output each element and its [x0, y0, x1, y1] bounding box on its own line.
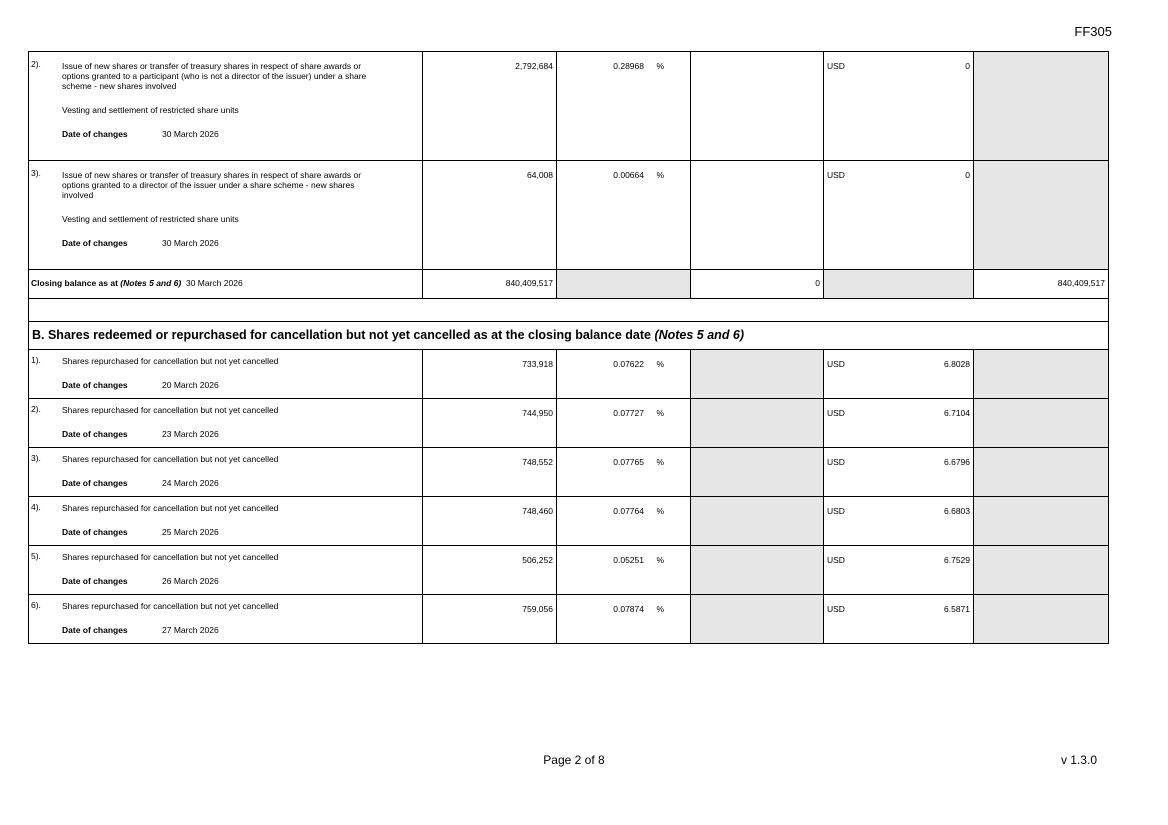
form-code: FF305	[1074, 24, 1112, 39]
date-of-changes: Date of changes 26 March 2026	[62, 576, 219, 586]
date-of-changes: Date of changes 25 March 2026	[62, 527, 219, 537]
row-index: 1).	[31, 355, 41, 365]
table-row	[29, 161, 1109, 270]
closing-balance-row	[29, 270, 1109, 299]
shaded-cell	[974, 399, 1109, 448]
section-b-title: B. Shares redeemed or repurchased for cancellation but not yet cancelled as at the closing balance date (Notes 5 and 6)	[29, 322, 1109, 350]
closing-treasury-shares: 0	[691, 270, 824, 299]
date-of-changes: Date of changes 27 March 2026	[62, 625, 219, 635]
shares-cell: 759,056	[423, 595, 557, 644]
row-description	[29, 161, 423, 270]
section-b-heading-row	[29, 322, 1109, 350]
table-row	[29, 399, 1109, 448]
shaded-cell	[974, 448, 1109, 497]
page-number: Page 2 of 8	[543, 753, 605, 767]
shaded-cell	[974, 350, 1109, 399]
table-row	[29, 350, 1109, 399]
table-row	[29, 595, 1109, 644]
shaded-cell	[974, 161, 1109, 270]
shaded-cell	[974, 595, 1109, 644]
row-description	[29, 546, 423, 595]
shaded-cell	[557, 270, 691, 299]
empty-cell	[691, 161, 824, 270]
price-cell: USD 6.6803	[824, 497, 974, 546]
row-index: 6).	[31, 600, 41, 610]
price-cell: USD 6.6796	[824, 448, 974, 497]
percent-cell: 0.28968 %	[557, 52, 691, 161]
shaded-cell	[691, 497, 824, 546]
table-row	[29, 497, 1109, 546]
closing-total: 840,409,517	[974, 270, 1109, 299]
row-description	[29, 350, 423, 399]
shares-cell: 748,460	[423, 497, 557, 546]
row-description	[29, 497, 423, 546]
version-label: v 1.3.0	[1060, 753, 1097, 767]
price-cell: USD 6.7104	[824, 399, 974, 448]
date-of-changes: Date of changes 23 March 2026	[62, 429, 219, 439]
shaded-cell	[974, 497, 1109, 546]
shaded-cell	[974, 546, 1109, 595]
description-text: Shares repurchased for cancellation but not yet cancelled	[62, 552, 279, 562]
date-of-changes: Date of changes 24 March 2026	[62, 478, 219, 488]
percent-cell: 0.07764 %	[557, 497, 691, 546]
row-index: 3).	[31, 453, 41, 463]
shares-cell: 744,950	[423, 399, 557, 448]
sub-description: Vesting and settlement of restricted share units	[62, 214, 239, 224]
row-description	[29, 399, 423, 448]
empty-cell	[691, 52, 824, 161]
percent-cell: 0.07727 %	[557, 399, 691, 448]
percent-cell: 0.00664 %	[557, 161, 691, 270]
shaded-cell	[974, 52, 1109, 161]
shaded-cell	[691, 546, 824, 595]
price-cell: USD 0	[824, 161, 974, 270]
shares-cell: 733,918	[423, 350, 557, 399]
description-text: Issue of new shares or transfer of treasury shares in respect of share awards or options granted to a participant (who is not a director of the issuer) under a share scheme - new shares involved	[62, 61, 367, 91]
description-text: Shares repurchased for cancellation but not yet cancelled	[62, 454, 279, 464]
shares-cell: 64,008	[423, 161, 557, 270]
shaded-cell	[691, 399, 824, 448]
row-description	[29, 52, 423, 161]
shares-cell: 2,792,684	[423, 52, 557, 161]
shares-cell: 506,252	[423, 546, 557, 595]
date-of-changes: Date of changes 30 March 2026	[62, 129, 219, 139]
table-row	[29, 448, 1109, 497]
description-text: Issue of new shares or transfer of treasury shares in respect of share awards or options granted to a director of the issuer under a share scheme - new shares involved	[62, 170, 362, 200]
closing-issued-shares: 840,409,517	[423, 270, 557, 299]
percent-cell: 0.05251 %	[557, 546, 691, 595]
price-cell: USD 0	[824, 52, 974, 161]
row-index: 4).	[31, 502, 41, 512]
closing-balance-label: Closing balance as at (Notes 5 and 6) 30 March 2026	[29, 270, 423, 299]
percent-cell: 0.07622 %	[557, 350, 691, 399]
price-cell: USD 6.8028	[824, 350, 974, 399]
shaded-cell	[691, 595, 824, 644]
table-row	[29, 52, 1109, 161]
row-index: 3).	[31, 168, 41, 178]
percent-cell: 0.07765 %	[557, 448, 691, 497]
shaded-cell	[691, 448, 824, 497]
table-row	[29, 546, 1109, 595]
spacer-row	[29, 299, 1109, 322]
shaded-cell	[824, 270, 974, 299]
date-of-changes: Date of changes 30 March 2026	[62, 238, 219, 248]
sub-description: Vesting and settlement of restricted share units	[62, 105, 239, 115]
row-index: 2).	[31, 59, 41, 69]
share-movement-table	[28, 51, 1109, 644]
shaded-cell	[691, 350, 824, 399]
description-text: Shares repurchased for cancellation but not yet cancelled	[62, 601, 279, 611]
description-text: Shares repurchased for cancellation but not yet cancelled	[62, 356, 279, 366]
row-description	[29, 595, 423, 644]
percent-cell: 0.07874 %	[557, 595, 691, 644]
description-text: Shares repurchased for cancellation but not yet cancelled	[62, 405, 279, 415]
price-cell: USD 6.7529	[824, 546, 974, 595]
row-description	[29, 448, 423, 497]
shares-cell: 748,552	[423, 448, 557, 497]
description-text: Shares repurchased for cancellation but not yet cancelled	[62, 503, 279, 513]
date-of-changes: Date of changes 20 March 2026	[62, 380, 219, 390]
row-index: 5).	[31, 551, 41, 561]
row-index: 2).	[31, 404, 41, 414]
price-cell: USD 6.5871	[824, 595, 974, 644]
